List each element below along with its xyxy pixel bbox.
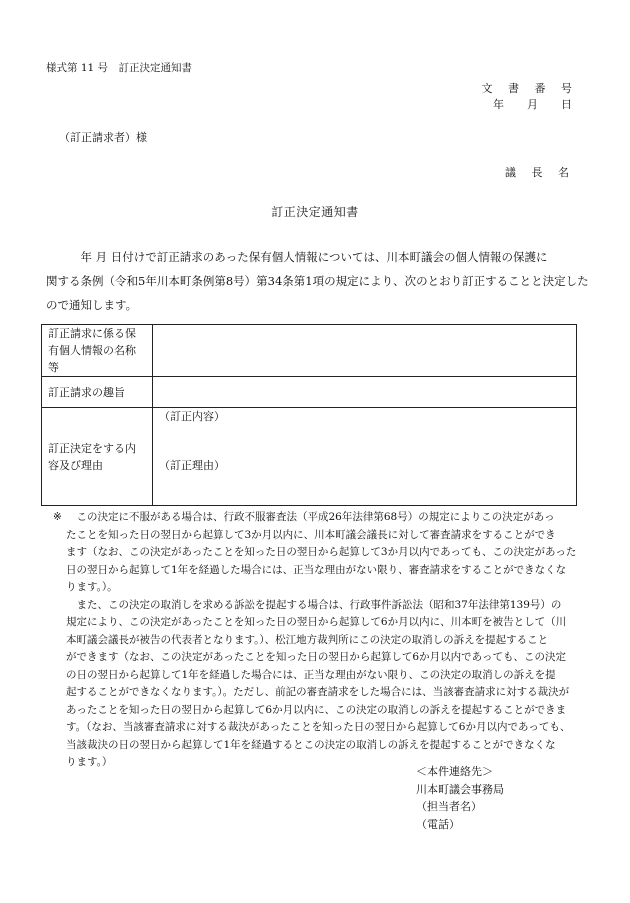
notice-line: ができます（なお、この決定があったことを知った日の翌日から起算して6か月以内であっても、この決定 [66,651,566,663]
contact-heading: ＜本件連絡先＞ [416,765,493,778]
document-date: 年 月 日 [493,98,578,111]
contact-office: 川本町議会事務局 [416,782,504,796]
document-title: 訂正決定通知書 [271,205,359,219]
row-label-info-name [42,325,153,377]
appeal-notice [54,509,584,772]
label-line: 訂正決定をする内 [48,441,136,455]
correction-content-label: （訂正内容） [159,410,225,423]
body-line: 関する条例（令和5年川本町条例第8号）第34条第1項の規定により、次のとおり訂正することと決定した [46,274,589,288]
notice-line: ます（なお、この決定があったことを知った日の翌日から起算して3か月以内であっても、この決定があった [66,546,577,558]
document-number: 文 書 番 号 [481,82,578,95]
notice-line: の日の翌日から起算して1年を経過した場合には、正当な理由がない限り、この決定の取消しの訴えを提 [66,668,556,681]
row-value-request-purpose [153,377,577,408]
chair-name: 議 長 名 [505,166,575,179]
notice-line: 当該裁決の日の翌日から起算して1年を経過するとこの決定の取消しの訴えを提起することができなくな [66,738,556,751]
label-line: 等 [48,361,59,374]
table-row [42,408,577,506]
notice-line: あったことを知った日の翌日から起算して6か月以内に、この決定の取消しの訴えを提起することができま [66,703,567,716]
notice-line: 日の翌日から起算して1年を経過した場合には、正当な理由がない限り、審査請求をすることができなくな [66,563,567,576]
label-line: 容及び理由 [48,458,103,472]
table-row [42,325,577,377]
notice-line: たことを知った日の翌日から起算して3か月以内に、川本町議会議長に対して審査請求をすることができ [66,528,556,541]
notice-line: ります。） [66,756,113,768]
contact-person: （担当者名） [416,800,482,813]
notice-line: 規定により、この決定があったことを知った日の翌日から起算して6か月以内に、川本町を被告として（川 [66,616,567,628]
body-line: ので通知します。 [46,298,138,312]
notice-line: す。（なお、当該審査請求に対する裁決があったことを知った日の翌日から起算して6か月以内であっても、 [66,721,571,733]
requester-addressee: （訂正請求者）様 [59,131,147,144]
row-value-info-name [153,325,577,377]
label-line: 訂正請求に係る保 [48,327,136,340]
body-line: 年 月 日付けで訂正請求のあった保有個人情報については、川本町議会の個人情報の保護に [46,250,548,264]
contact-phone: （電話） [416,817,460,831]
label-line: 有個人情報の名称 [48,344,136,357]
notice-line: この決定に不服がある場合は、行政不服審査法（平成26年法律第68号）の規定によりこの決定があっ [66,511,555,523]
note-mark: ※ [53,511,62,523]
notice-line: ります。）。 [66,581,118,593]
form-label: 様式第 11 号 訂正決定通知書 [46,62,193,74]
row-label-request-purpose: 訂正請求の趣旨 [42,377,153,408]
correction-reason-label: （訂正理由） [159,459,225,472]
row-label-decision [42,408,153,506]
notice-line: また、この決定の取消しを求める訴訟を提起する場合は、行政事件訴訟法（昭和37年法律第139号）の [66,598,562,611]
contact-block [416,763,504,833]
notice-line: 起することができなくなります。）。ただし、前記の審査請求をした場合には、当該審査請求に対する裁決が [66,686,570,698]
body-paragraph [46,245,589,317]
decision-table [41,324,577,506]
table-row [42,377,577,408]
notice-line: 本町議会議長が被告の代表者となります。）、松江地方裁判所にこの決定の取消しの訴えを提起すること [66,633,549,646]
